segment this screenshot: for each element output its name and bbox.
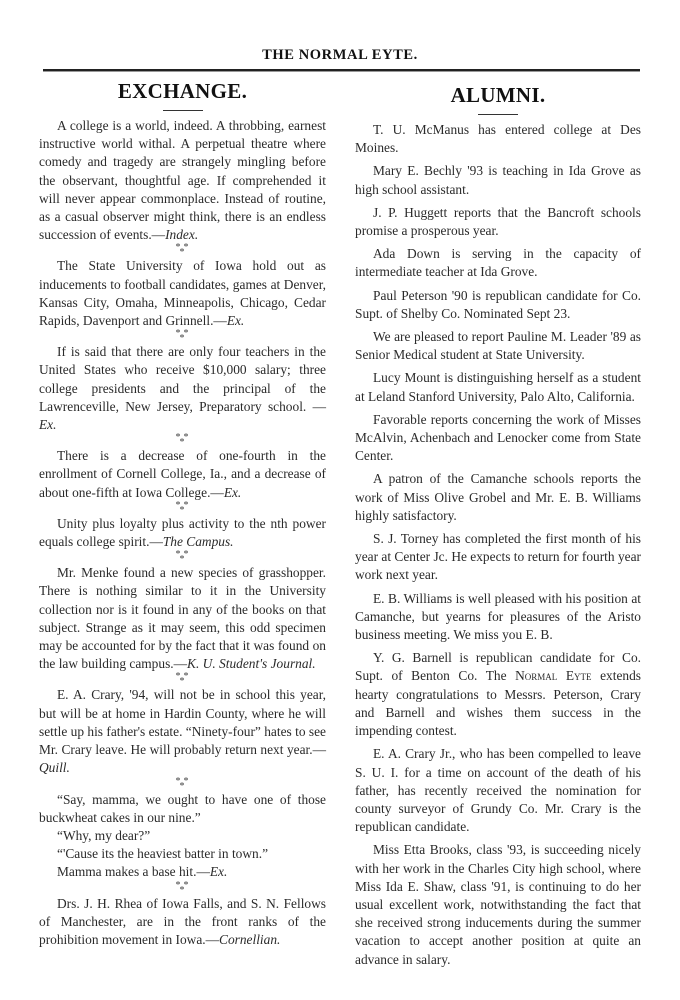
asterisk: *: [183, 879, 189, 891]
exchange-item-line: [39, 791, 326, 827]
asterisk: *: [175, 242, 181, 254]
exchange-item-text: Mr. Menke found a new species of grasshopper. There is nothing similar to it in the University collection nor is it found in any of the books on that subject. Strange as it may seem, this odd specimen may be accounted for by the fact that it was found on the law building campus.—: [39, 565, 326, 672]
exchange-item-text: A college is a world, indeed. A throbbing, earnest instructive world withal. A perpetual theatre where comedy and tragedy are strangely mingling before the observant, thoughtful age. If comprehended it will never appear commonplace. Instead of routine, as a casual observer might think, there is an endless succession of events.—: [39, 118, 326, 243]
alumni-item: S. J. Torney has completed the first month of his year at Center Jc. He expects to return for fourth year work next year.: [355, 531, 641, 583]
exchange-item-source: Ex.: [39, 417, 57, 433]
heading-rule: [163, 110, 203, 111]
exchange-item-source: Ex.: [226, 313, 245, 329]
asterisk: *: [175, 549, 181, 561]
alumni-heading: ALUMNI.: [450, 83, 546, 107]
exchange-item: [39, 686, 326, 777]
exchange-item-text: Unity plus loyalty plus activity to the nth power equals college spirit.—: [39, 515, 326, 550]
exchange-item: [39, 515, 326, 551]
paper-name: Normal Eyte: [515, 668, 592, 684]
asterism-separator: [173, 330, 193, 343]
exchange-item-text: If is said that there are only four teachers in the United States who receive $10,000 salary; three college presidents and the principal of the Lawrenceville, New Jersey, Preparatory school. —: [39, 344, 326, 414]
alumni-item: Lucy Mount is distinguishing herself as a student at Leland Stanford University, Palo Alto, California.: [355, 370, 641, 404]
asterisk: *: [175, 328, 181, 340]
asterisk: *: [175, 671, 181, 683]
asterisk: *: [179, 676, 185, 688]
exchange-item: [39, 257, 326, 330]
asterism-separator: [173, 499, 193, 516]
asterisk: *: [183, 499, 189, 511]
alumni-item: T. U. McManus has entered college at Des Moines.: [355, 122, 641, 156]
alumni-items: [355, 121, 641, 969]
asterism-separator: [173, 775, 193, 792]
alumni-item: E. B. Williams is well pleased with his position at Camanche, but yearns for pleasures of the Aristo business meeting. We miss you E. B.: [355, 590, 641, 643]
exchange-item-line: [39, 827, 326, 845]
alumni-item: Favorable reports concerning the work of Misses McAlvin, Achenbach and Lenocker come from State Center.: [355, 411, 641, 464]
exchange-item-text: “Say, mamma, we ought to have one of those buckwheat cakes in our nine.”: [39, 791, 326, 825]
asterisk: *: [183, 775, 189, 787]
alumni-item: Paul Peterson '90 is republican candidate for Co. Supt. of Shelby Co. Nominated Sept 23.: [355, 287, 641, 321]
alumni-item: [355, 649, 641, 740]
asterisk: *: [179, 247, 185, 259]
exchange-item-source: The Campus.: [162, 534, 234, 550]
exchange-item-text: “Why, my dear?”: [57, 827, 151, 843]
asterisk: *: [175, 879, 181, 891]
alumni-column: [355, 82, 641, 974]
asterisk: *: [179, 437, 185, 449]
exchange-item: [39, 343, 326, 434]
exchange-item-text: The State University of Iowa hold out as inducements to football candidates, games at Denver, Kansas City, Omaha, Minneapolis, Chicago, Cedar Rapids, Davenport and Grinnell.—: [39, 258, 326, 329]
exchange-item: [39, 564, 326, 673]
asterisk: *: [179, 884, 185, 896]
exchange-item-source: Cornellian.: [219, 931, 281, 947]
asterism-separator: [173, 244, 193, 257]
exchange-items: [39, 117, 326, 949]
alumni-item: Miss Etta Brooks, class '93, is succeeding nicely with her work in the Charles City high school, where Miss Ida E. Shaw, class '91, is continuing to do her usual excellent work, notwithstanding the fact that she received strong inducements during the summer vacation to accept another position at quite an advance in salary.: [355, 842, 641, 967]
asterisk: *: [183, 242, 189, 254]
asterisk: *: [183, 328, 189, 340]
asterism-separator: [173, 551, 193, 564]
exchange-item-source: Ex.: [209, 864, 228, 880]
asterisk: *: [183, 432, 189, 444]
exchange-item-source: Index.: [165, 227, 199, 243]
asterisk: *: [179, 333, 185, 345]
alumni-item: Mary E. Bechly '93 is teaching in Ida Grove as high school assistant.: [355, 163, 641, 197]
exchange-item: [39, 117, 326, 244]
asterisk: *: [183, 549, 189, 561]
exchange-item-text: E. A. Crary, '94, will not be in school this year, but will be at home in Hardin County, where he will settle up his father's estate. “Ninety-four” hates to see Mr. Crary leave. He will probably return next year.—: [39, 687, 326, 758]
exchange-item-text: Mamma makes a base hit.—: [57, 864, 210, 880]
asterism-separator: [173, 673, 193, 686]
exchange-item-source: Quill.: [39, 760, 70, 776]
exchange-item-text: Drs. J. H. Rhea of Iowa Falls, and S. N. Fellows of Manchester, are in the front ranks of the prohibition movement in Iowa.—: [39, 895, 326, 947]
alumni-item: We are pleased to report Pauline M. Leader '89 as Senior Medical student at State University.: [355, 329, 641, 363]
exchange-item-text: “'Cause its the heaviest batter in town.”: [57, 846, 269, 862]
masthead-rule: [43, 69, 640, 72]
heading-rule: [478, 114, 518, 115]
asterisk: *: [179, 504, 185, 516]
exchange-heading: EXCHANGE.: [117, 79, 248, 103]
asterisk: *: [175, 499, 181, 511]
exchange-item-line: [39, 845, 326, 863]
alumni-item: J. P. Huggett reports that the Bancroft schools promise a prosperous year.: [355, 204, 641, 239]
alumni-item: A patron of the Camanche schools reports the work of Miss Olive Grobel and Mr. E. B. Williams highly satisfactory.: [355, 471, 641, 523]
alumni-item: Ada Down is serving in the capacity of intermediate teacher at Ida Grove.: [355, 246, 641, 280]
alumni-item: E. A. Crary Jr., who has been compelled to leave S. U. I. for a time on account of the death of his father, has recently received the nomination for county surveyor of Grundy Co. Mr. Crary is the republican candidate.: [355, 746, 641, 835]
asterisk: *: [175, 775, 181, 787]
exchange-item-source: Ex.: [223, 484, 242, 500]
asterism-separator: [173, 434, 193, 447]
exchange-item: [39, 895, 326, 950]
asterisk: *: [175, 432, 181, 444]
exchange-item: [39, 447, 326, 502]
exchange-item-line: [39, 863, 326, 881]
alumni-item-text: Y. G. Barnell is republican candidate for Co. Supt. of Benton Co. The: [355, 650, 641, 684]
asterisk: *: [179, 780, 185, 792]
asterisk: *: [183, 671, 189, 683]
exchange-item-text: There is a decrease of one-fourth in the enrollment of Cornell College, Ia., and a decrease of about one-fifth at Iowa College.—: [39, 448, 326, 500]
asterism-separator: [173, 879, 193, 896]
alumni-item-text: extends hearty congratulations to Messrs. Peterson, Crary and Barnell and wishes them success in the impending contest.: [355, 668, 641, 739]
exchange-item-source: K. U. Student's Journal.: [187, 656, 316, 672]
masthead-title: THE NORMAL EYTE.: [262, 47, 418, 63]
exchange-column: [39, 78, 326, 949]
asterisk: *: [179, 554, 185, 566]
